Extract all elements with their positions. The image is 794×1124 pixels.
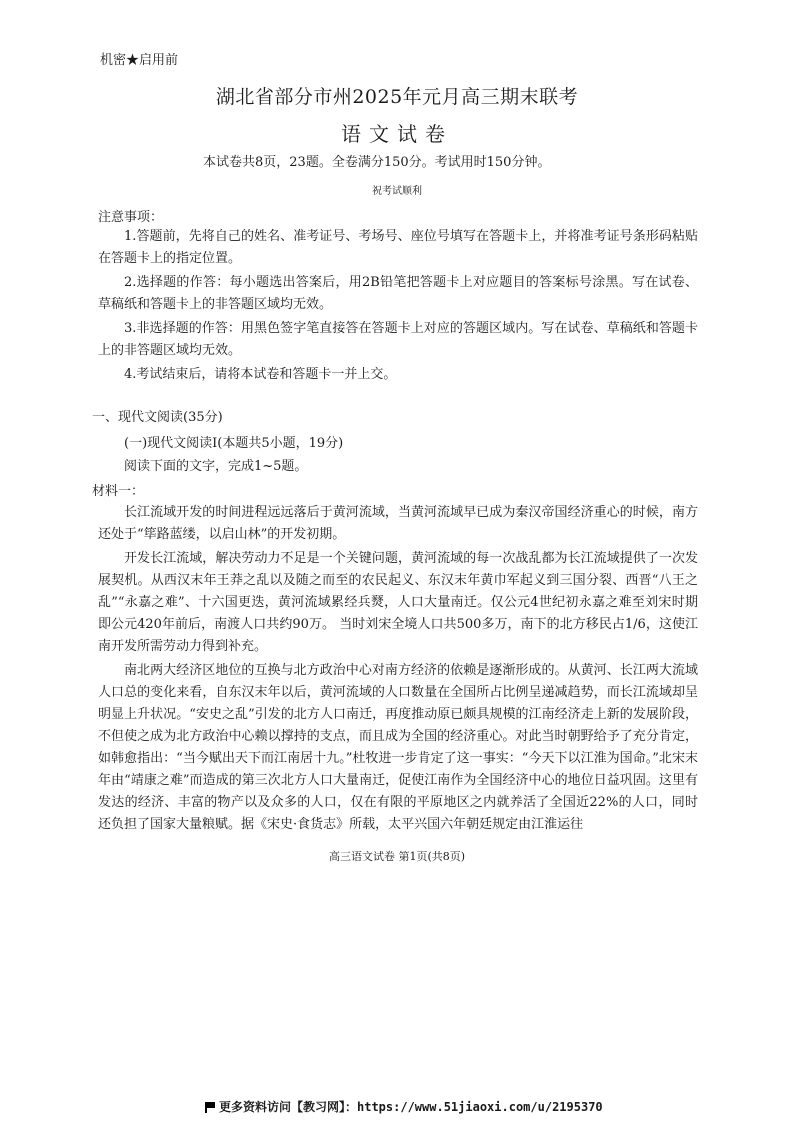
notice-item: 4.考试结束后，请将本试卷和答题卡一并上交。 [124, 367, 397, 382]
promo-text: 更多资料访问【教习网】：https://www.51jiaoxi.com/u/2195370 [219, 1100, 603, 1114]
material-text [98, 502, 698, 838]
promo-link[interactable] [205, 1098, 603, 1115]
material-paragraph: 开发长江流域，解决劳动力不足是一个关键问题，黄河流域的每一次战乱都为长江流域提供了一次发展契机。从西汉末年王莽之乱以及随之而至的农民起义、东汉末年黄巾军起义到三国分裂、西晋“八王之乱”“永嘉之难”、十六国更迭，黄河流域累经兵燹，人口大量南迁。仅公元4世纪初永嘉之难至刘宋时期即公元420年前后，南渡人口共约90万。 当时刘宋全境人口共500多万，南下的北方移民占1/6，这使江南开发所需劳动力得到补充。 [98, 551, 698, 654]
notice-item: 3.非选择题的作答：用黑色签字笔直接答在答题卡上对应的答题区域内。写在试卷、草稿纸和答题卡上的非答题区域均无效。 [98, 321, 698, 358]
material-paragraph: 长江流域开发的时间进程远远落后于黄河流域，当黄河流域早已成为秦汉帝国经济重心的时候，南方还处于“筚路蓝缕，以启山林”的开发初期。 [98, 505, 698, 542]
notice-item: 1.答题前，先将自己的姓名、准考证号、考场号、座位号填写在答题卡上，并将准考证号条形码粘贴在答题卡上的指定位置。 [98, 229, 698, 266]
notice-heading: 注意事项： [98, 210, 164, 225]
exam-title: 湖北省部分市州2025年元月高三期末联考 [215, 86, 579, 108]
material-label: 材料一： [92, 484, 145, 499]
notice-item: 2.选择题的作答：每小题选出答案后，用2B铅笔把答题卡上对应题目的答案标号涂黑。写在试卷、草稿纸和答题卡上的非答题区域均无效。 [98, 275, 698, 312]
section-instruction: 阅读下面的文字，完成1~5题。 [124, 459, 308, 474]
section-subheading: (一)现代文阅读Ⅰ(本题共5小题，19分) [124, 436, 344, 451]
section-heading: 一、现代文阅读(35分) [92, 410, 223, 425]
notice-list [98, 226, 698, 388]
material-paragraph: 南北两大经济区地位的互换与北方政治中心对南方经济的依赖是逐渐形成的。从黄河、长江两大流域人口总的变化来看，自东汉末年以后，黄河流域的人口数量在全国所占比例呈递减趋势，而长江流域却呈明显上升状况。“安史之乱”引发的北方人口南迁，再度推动原已颇具规模的江南经济走上新的发展阶段，不但使之成为北方政治中心赖以撑持的支点，而且成为全国的经济重心。对此当时朝野给予了充分肯定，如韩愈指出：“当今赋出天下而江南居十九。”杜牧进一步肯定了这一事实：“今天下以江淮为国命。”北宋末年由“靖康之难”而造成的第三次北方人口大量南迁，促使江南作为全国经济中心的地位日益巩固。这里有发达的经济、丰富的物产以及众多的人口，仅在有限的平原地区之内就养活了全国近22%的人口，同时还负担了国家大量粮赋。据《宋史·食货志》所载，太平兴国六年朝廷规定由江淮运往 [98, 663, 698, 832]
secret-mark: 机密★启用前 [100, 53, 179, 68]
exam-description: 本试卷共8页，23题。全卷满分150分。考试用时150分钟。 [203, 155, 551, 170]
flag-icon [205, 1102, 215, 1112]
exam-subtitle: 语文试卷 [341, 122, 453, 146]
page-footer: 高三语文试卷 第1页(共8页) [328, 850, 466, 863]
exam-wish: 祝考试顺利 [372, 186, 422, 197]
